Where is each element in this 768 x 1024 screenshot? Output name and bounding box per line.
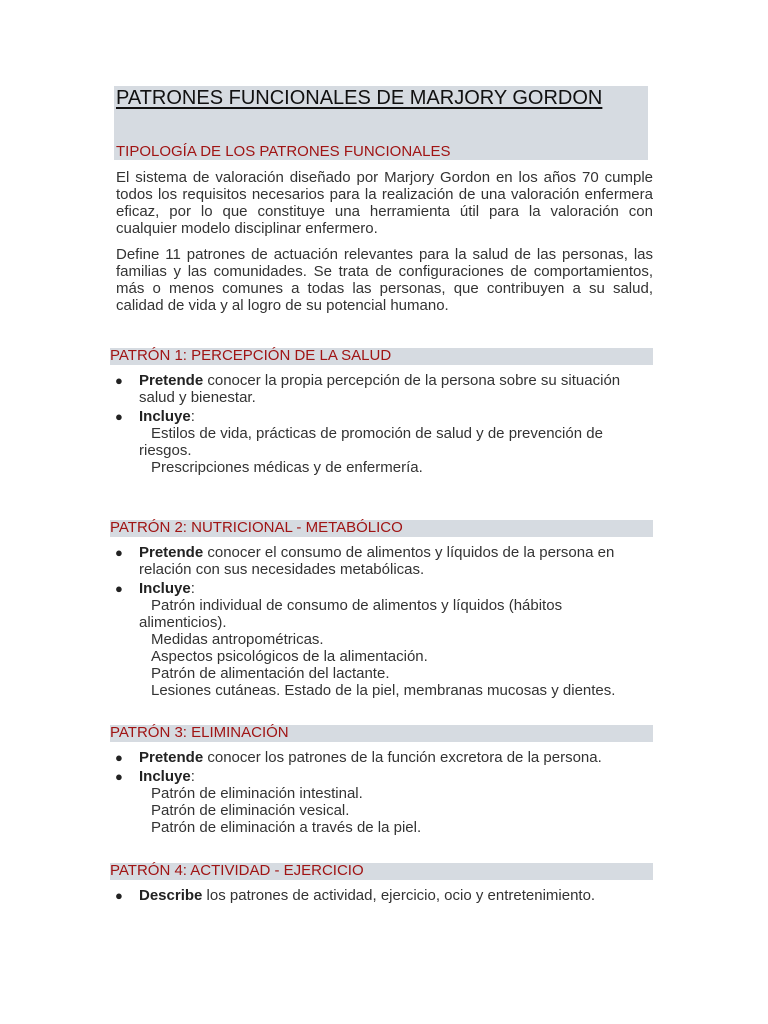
bullet-icon: ●	[115, 769, 123, 784]
page-title: PATRONES FUNCIONALES DE MARJORY GORDON	[116, 87, 603, 109]
list-item	[110, 544, 653, 578]
list-item	[110, 768, 653, 836]
section-4-list	[110, 887, 653, 906]
list-item	[110, 408, 653, 476]
bullet-keyword: Incluye	[139, 768, 191, 785]
intro-paragraph-1: El sistema de valoración diseñado por Marjory Gordon en los años 70 cumple todos los requisitos necesarios para la realización de una valoración enfermera eficaz, por lo que constituye una herramienta útil para la valoración con cualquier modelo disciplinar enfermero.	[116, 169, 653, 237]
bullet-icon: ●	[115, 373, 123, 388]
sub-item: Aspectos psicológicos de la alimentación.	[151, 648, 428, 665]
section-4-title: PATRÓN 4: ACTIVIDAD - EJERCICIO	[110, 862, 364, 879]
bullet-text: :	[190, 408, 195, 425]
bullet-keyword: Describe	[139, 887, 203, 904]
bullet-icon: ●	[115, 409, 123, 424]
sub-item: Patrón de eliminación intestinal.	[151, 785, 363, 802]
bullet-text: los patrones de actividad, ejercicio, ocio y entretenimiento.	[202, 887, 596, 904]
intro-paragraph-2: Define 11 patrones de actuación relevantes para la salud de las personas, las familias y las comunidades. Se trata de configuraciones de comportamientos, más o menos comunes a todas las personas, que contribuyen a su salud, calidad de vida y al logro de su potencial humano.	[116, 246, 653, 314]
page-subtitle: TIPOLOGÍA DE LOS PATRONES FUNCIONALES	[116, 143, 451, 160]
bullet-icon: ●	[115, 581, 123, 596]
bullet-text: conocer el consumo de alimentos y líquidos de la persona en relación con sus necesidades metabólicas.	[139, 544, 615, 578]
sub-item: Medidas antropométricas.	[151, 631, 324, 648]
sub-item: Patrón de alimentación del lactante.	[151, 665, 390, 682]
section-1-list	[110, 372, 653, 478]
section-2-list	[110, 544, 653, 701]
bullet-icon: ●	[115, 888, 123, 903]
bullet-text: conocer los patrones de la función excretora de la persona.	[203, 749, 602, 766]
bullet-keyword: Incluye	[139, 408, 191, 425]
sub-item: Patrón de eliminación vesical.	[151, 802, 350, 819]
sub-item: Patrón individual de consumo de alimentos y líquidos (hábitos alimenticios).	[139, 597, 563, 631]
sub-item: Patrón de eliminación a través de la piel.	[151, 819, 422, 836]
bullet-keyword: Pretende	[139, 749, 204, 766]
sub-item: Estilos de vida, prácticas de promoción de salud y de prevención de riesgos.	[139, 425, 603, 459]
bullet-keyword: Pretende	[139, 372, 204, 389]
list-item	[110, 887, 653, 904]
bullet-icon: ●	[115, 750, 123, 765]
section-3-list	[110, 749, 653, 838]
section-3-title: PATRÓN 3: ELIMINACIÓN	[110, 724, 289, 741]
section-2-title: PATRÓN 2: NUTRICIONAL - METABÓLICO	[110, 519, 403, 536]
list-item	[110, 749, 653, 766]
list-item	[110, 580, 653, 699]
sub-item: Lesiones cutáneas. Estado de la piel, membranas mucosas y dientes.	[151, 682, 616, 699]
bullet-keyword: Incluye	[139, 580, 191, 597]
bullet-text: :	[190, 768, 195, 785]
section-1-title: PATRÓN 1: PERCEPCIÓN DE LA SALUD	[110, 347, 392, 364]
sub-item: Prescripciones médicas y de enfermería.	[151, 459, 423, 476]
bullet-text: :	[190, 580, 195, 597]
bullet-keyword: Pretende	[139, 544, 204, 561]
bullet-icon: ●	[115, 545, 123, 560]
list-item	[110, 372, 653, 406]
bullet-text: conocer la propia percepción de la persona sobre su situación salud y bienestar.	[139, 372, 621, 406]
